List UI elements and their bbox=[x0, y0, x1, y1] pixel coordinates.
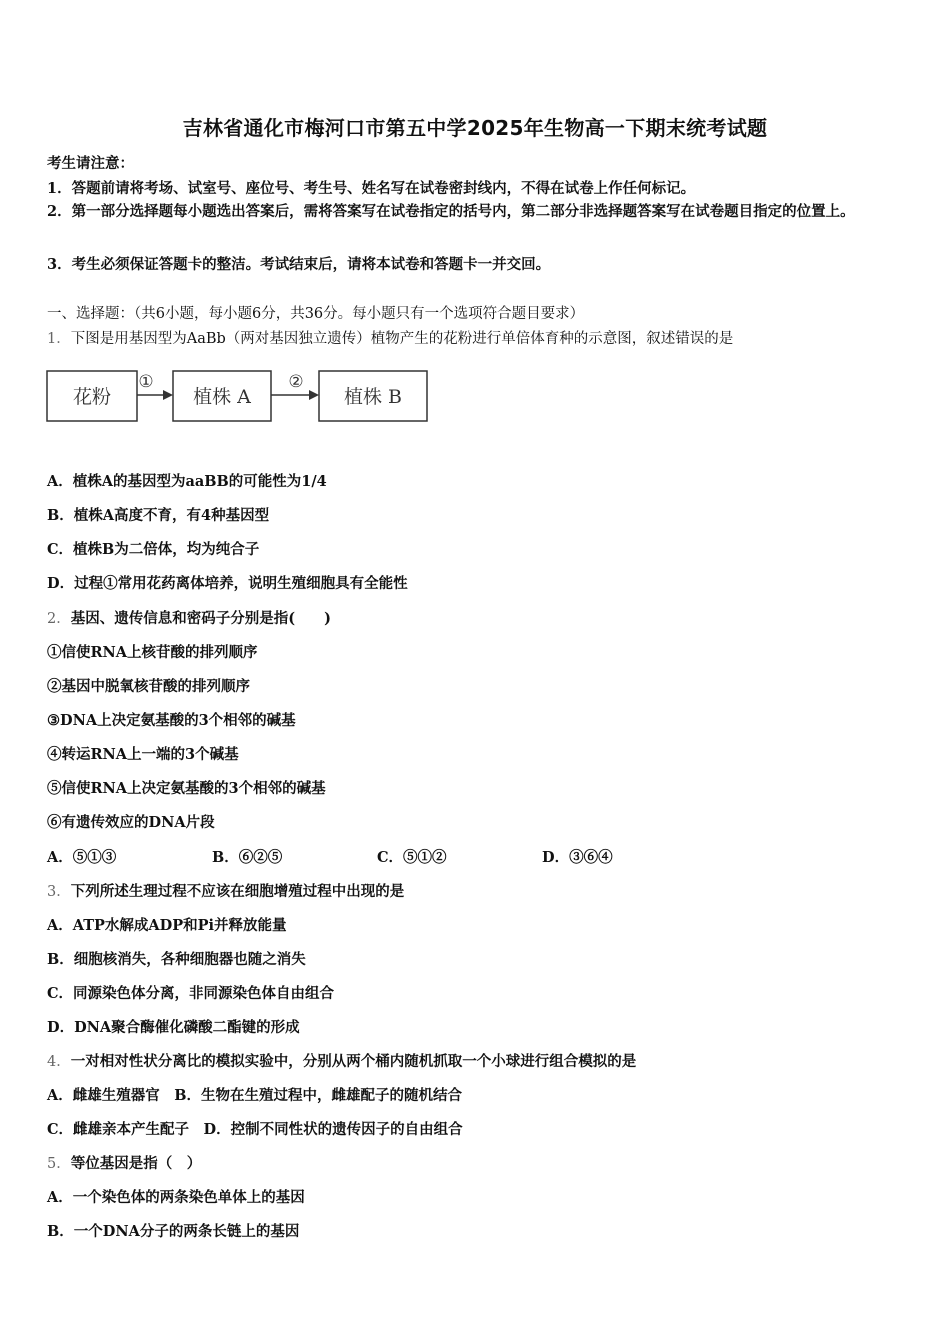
page-title: 吉林省通化市梅河口市第五中学2025年生物高一下期末统考试题 bbox=[182, 116, 768, 140]
question-4-number: 4． bbox=[47, 1054, 71, 1070]
question-1-number: 1． bbox=[47, 331, 71, 347]
question-2-number: 2． bbox=[47, 611, 71, 627]
question-1-stem bbox=[47, 327, 733, 348]
question-3-option-b: B．细胞核消失，各种细胞器也随之消失 bbox=[47, 951, 306, 968]
pollen-label: 花粉 bbox=[72, 386, 112, 408]
breeding-diagram bbox=[45, 367, 430, 425]
notice-heading: 考生请注意： bbox=[47, 155, 134, 172]
question-2-stem bbox=[47, 607, 331, 628]
question-4-option-cd: C．雌雄亲本产生配子 D．控制不同性状的遗传因子的自由组合 bbox=[47, 1121, 463, 1138]
question-3-number: 3． bbox=[47, 884, 71, 900]
arrow-1-head bbox=[163, 390, 173, 400]
question-2-option-a: A．⑤①③ bbox=[47, 849, 117, 866]
plant-a-label: 植株 A bbox=[193, 386, 251, 408]
question-2-item-6: ⑥有遗传效应的DNA片段 bbox=[47, 814, 215, 831]
question-3-option-a: A．ATP水解成ADP和Pi并释放能量 bbox=[47, 917, 287, 934]
question-5-text: 等位基因是指（ ） bbox=[70, 1155, 202, 1172]
notice-item-2: 2．第一部分选择题每小题选出答案后，需将答案写在试卷指定的括号内，第二部分非选择题答案写在试卷题目指定的位置上。 bbox=[47, 203, 855, 220]
question-5-stem bbox=[47, 1152, 201, 1173]
question-4-option-ab: A．雌雄生殖器官 B．生物在生殖过程中，雌雄配子的随机结合 bbox=[47, 1087, 463, 1104]
question-3-option-c: C．同源染色体分离，非同源染色体自由组合 bbox=[47, 985, 335, 1002]
question-2-option-c: C．⑤①② bbox=[377, 849, 447, 866]
question-5-number: 5． bbox=[47, 1156, 71, 1172]
arrow-2-head bbox=[309, 390, 319, 400]
notice-item-1: 1．答题前请将考场、试室号、座位号、考生号、姓名写在试卷密封线内，不得在试卷上作任何标记。 bbox=[47, 180, 696, 197]
question-5-option-a: A．一个染色体的两条染色单体上的基因 bbox=[47, 1189, 305, 1206]
question-2-item-2: ②基因中脱氧核苷酸的排列顺序 bbox=[47, 678, 250, 695]
question-2-text: 基因、遗传信息和密码子分别是指( ) bbox=[70, 610, 331, 627]
notice-item-3: 3．考生必须保证答题卡的整洁。考试结束后，请将本试卷和答题卡一并交回。 bbox=[47, 256, 551, 273]
question-4-text: 一对相对性状分离比的模拟实验中，分别从两个桶内随机抓取一个小球进行组合模拟的是 bbox=[70, 1053, 637, 1070]
question-4-stem bbox=[47, 1050, 636, 1071]
question-1-option-a: A．植株A的基因型为aaBB的可能性为1/4 bbox=[47, 473, 327, 490]
question-2-option-b: B．⑥②⑤ bbox=[212, 849, 283, 866]
question-2-item-1: ①信使RNA上核苷酸的排列顺序 bbox=[47, 644, 258, 661]
plant-b-label: 植株 B bbox=[343, 386, 403, 408]
question-1-text: 下图是用基因型为AaBb（两对基因独立遗传）植物产生的花粉进行单倍体育种的示意图，叙述错误的是 bbox=[70, 331, 734, 347]
question-2-item-5: ⑤信使RNA上决定氨基酸的3个相邻的碱基 bbox=[47, 780, 326, 797]
step-2-label: ② bbox=[288, 372, 304, 392]
question-1-option-b: B．植株A高度不育，有4种基因型 bbox=[47, 507, 270, 524]
question-3-option-d: D．DNA聚合酶催化磷酸二酯键的形成 bbox=[47, 1019, 300, 1036]
question-3-stem bbox=[47, 880, 404, 901]
question-2-item-3: ③DNA上决定氨基酸的3个相邻的碱基 bbox=[47, 712, 296, 729]
question-1-option-c: C．植株B为二倍体，均为纯合子 bbox=[47, 541, 260, 558]
question-1-option-d: D．过程①常用花药离体培养，说明生殖细胞具有全能性 bbox=[47, 575, 408, 592]
question-2-option-d: D．③⑥④ bbox=[542, 849, 613, 866]
question-2-item-4: ④转运RNA上一端的3个碱基 bbox=[47, 746, 239, 763]
question-5-option-b: B．一个DNA分子的两条长链上的基因 bbox=[47, 1223, 300, 1240]
section-heading: 一、选择题：（共6小题，每小题6分，共36分。每小题只有一个选项符合题目要求） bbox=[47, 306, 585, 322]
question-3-text: 下列所述生理过程不应该在细胞增殖过程中出现的是 bbox=[70, 883, 405, 900]
step-1-label: ① bbox=[138, 372, 154, 392]
